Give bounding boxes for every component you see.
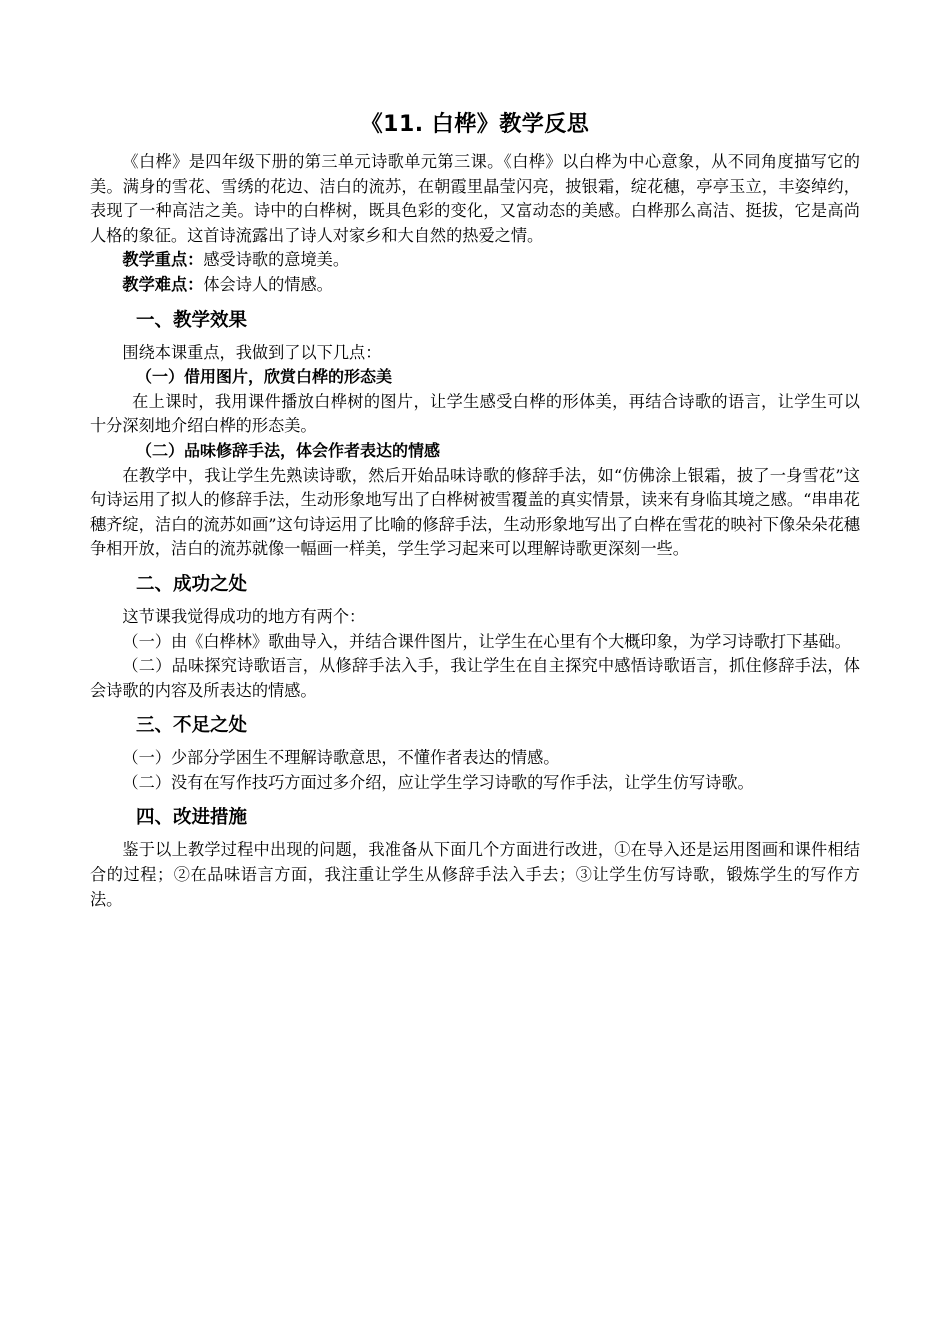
key-point-line xyxy=(90,248,860,273)
section-effect-sub2-text: 在教学中，我让学生先熟读诗歌，然后开始品味诗歌的修辞手法，如“仿佛涂上银霜，披了一身雪花”这句诗运用了拟人的修辞手法，生动形象地写出了白桦树被雪覆盖的真实情景，读来有身临其境之感。“串串花穗齐绽，洁白的流苏如画”这句诗运用了比喻的修辞手法，生动形象地写出了白桦在雪花的映衬下像朵朵花穗争相开放，洁白的流苏就像一幅画一样美，学生学习起来可以理解诗歌更深刻一些。 xyxy=(90,465,860,559)
section-shortcomings-item1: （一）少部分学困生不理解诗歌意思，不懂作者表达的情感。 xyxy=(122,748,560,768)
section-effect-sub1-text: 在上课时，我用课件播放白桦树的图片，让学生感受白桦的形体美，再结合诗歌的语言，让学生可以十分深刻地介绍白桦的形态美。 xyxy=(90,391,860,436)
document-page xyxy=(90,108,860,912)
difficulty-label: 教学难点： xyxy=(122,274,204,294)
section-effect-sub2-heading: （二）品味修辞手法，体会作者表达的情感 xyxy=(136,440,441,460)
section-heading-success: 二、成功之处 xyxy=(136,573,248,595)
section-heading-effect: 一、教学效果 xyxy=(136,309,248,331)
section-heading-shortcomings: 三、不足之处 xyxy=(136,715,248,737)
difficulty-text: 体会诗人的情感。 xyxy=(203,274,333,294)
section-success-item1: （一）由《白桦林》歌曲导入，并结合课件图片，让学生在心里有个大概印象，为学习诗歌打下基础。 xyxy=(122,631,851,651)
section-success-item2: （二）品味探究诗歌语言，从修辞手法入手，我让学生在自主探究中感悟诗歌语言，抓住修辞手法，体会诗歌的内容及所表达的情感。 xyxy=(90,656,860,700)
section-heading-improvement: 四、改进措施 xyxy=(136,807,248,829)
key-point-label: 教学重点： xyxy=(122,250,204,270)
section-effect-sub1-heading: （一）借用图片，欣赏白桦的形态美 xyxy=(136,367,393,387)
key-point-text: 感受诗歌的意境美。 xyxy=(203,250,350,270)
section-success-lead: 这节课我觉得成功的地方有两个： xyxy=(122,606,366,626)
section-improvement-text: 鉴于以上教学过程中出现的问题，我准备从下面几个方面进行改进，①在导入还是运用图画和课件相结合的过程；②在品味语言方面，我注重让学生从修辞手法入手去；③让学生仿写诗歌，锻炼学生的写作方法。 xyxy=(90,840,860,909)
difficulty-line xyxy=(90,273,860,298)
document-title: 《11. 白桦》教学反思 xyxy=(360,112,590,137)
section-shortcomings-item2: （二）没有在写作技巧方面过多介绍，应让学生学习诗歌的写作手法，让学生仿写诗歌。 xyxy=(122,772,754,792)
intro-paragraph: 《白桦》是四年级下册的第三单元诗歌单元第三课。《白桦》以白桦为中心意象，从不同角度描写它的美。满身的雪花、雪绣的花边、洁白的流苏，在朝霞里晶莹闪亮，披银霜，绽花穗，亭亭玉立，丰姿绰约，表现了一种高洁之美。诗中的白桦树，既具色彩的变化，又富动态的美感。白桦那么高洁、挺拔，它是高尚人格的象征。这首诗流露出了诗人对家乡和大自然的热爱之情。 xyxy=(90,152,860,245)
section-effect-lead: 围绕本课重点，我做到了以下几点： xyxy=(122,342,382,362)
